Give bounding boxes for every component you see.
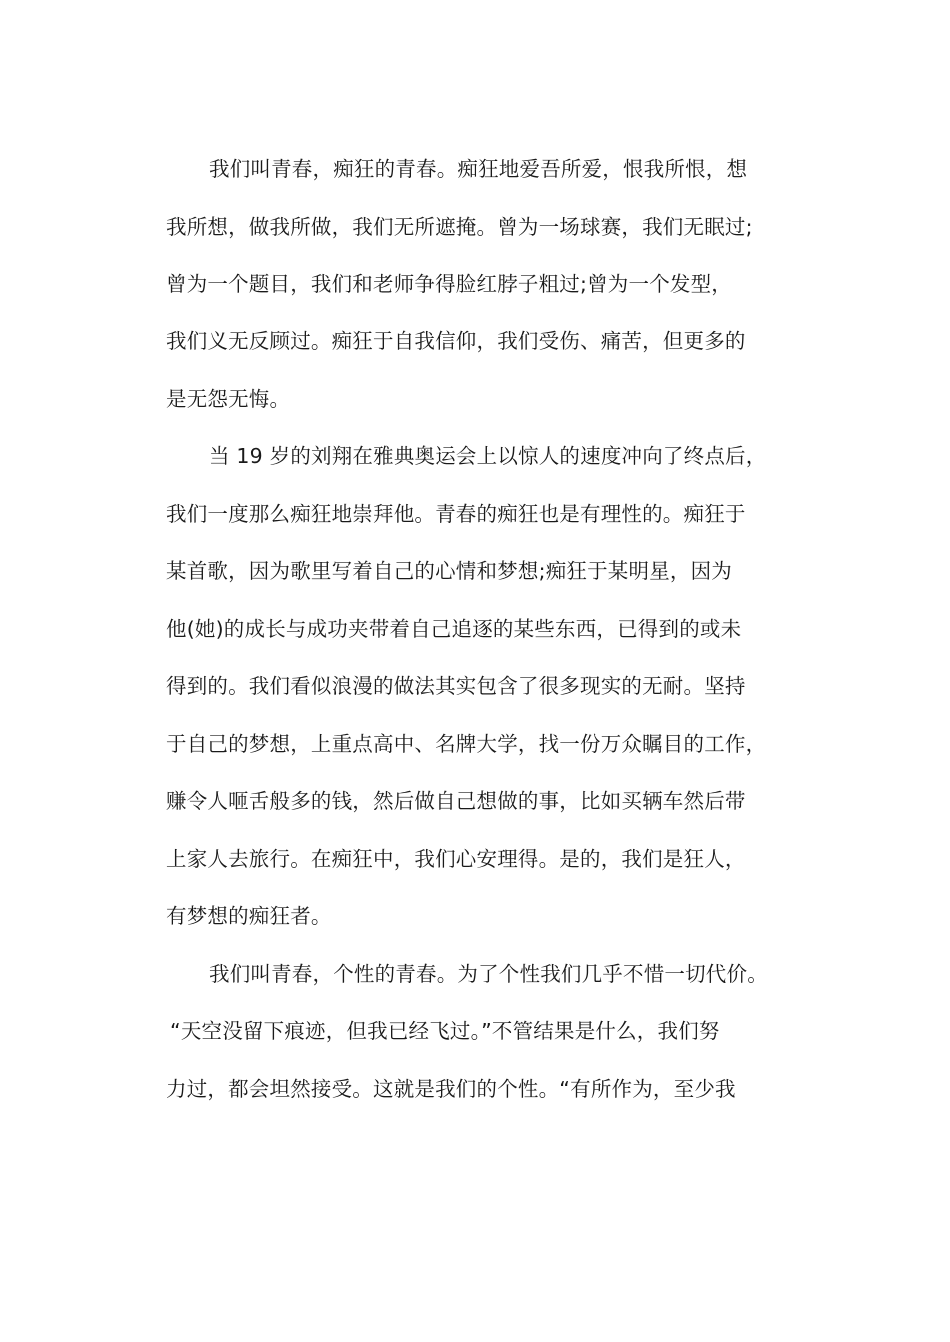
paragraph-3-line-2: “天空没留下痕迹，但我已经飞过。”不管结果是什么，我们努 [170,1019,720,1043]
paragraph-1-line-1: 我们叫青春，痴狂的青春。痴狂地爱吾所爱，恨我所恨，想 [209,157,748,181]
paragraph-1-line-5: 是无怨无悔。 [166,387,291,411]
paragraph-1-line-3: 曾为一个题目，我们和老师争得脸红脖子粗过;曾为一个发型， [166,272,733,296]
paragraph-2-line-6: 于自己的梦想，上重点高中、名牌大学，找一份万众瞩目的工作， [166,732,767,756]
paragraph-3-line-3: 力过，都会坦然接受。这就是我们的个性。“有所作为，至少我 [166,1077,736,1101]
paragraph-2-line-4: 他(她)的成长与成功夹带着自己追逐的某些东西，已得到的或未 [166,617,742,641]
paragraph-2-line-1: 当 19 岁的刘翔在雅典奥运会上以惊人的速度冲向了终点后， [209,444,767,468]
paragraph-3-line-1: 我们叫青春，个性的青春。为了个性我们几乎不惜一切代价。 [209,962,768,986]
paragraph-2-line-8: 上家人去旅行。在痴狂中，我们心安理得。是的，我们是狂人， [166,847,746,871]
paragraph-2-line-3: 某首歌，因为歌里写着自己的心情和梦想;痴狂于某明星，因为 [166,559,733,583]
paragraph-2-line-9: 有梦想的痴狂者。 [166,904,332,928]
paragraph-1-line-4: 我们义无反顾过。痴狂于自我信仰，我们受伤、痛苦，但更多的 [166,329,746,353]
paragraph-2-line-2: 我们一度那么痴狂地崇拜他。青春的痴狂也是有理性的。痴狂于 [166,502,746,526]
paragraph-2-line-5: 得到的。我们看似浪漫的做法其实包含了很多现实的无耐。坚持 [166,674,746,698]
paragraph-1-line-2: 我所想，做我所做，我们无所遮掩。曾为一场球赛，我们无眠过; [166,215,753,239]
paragraph-2-line-7: 赚令人咂舌般多的钱，然后做自己想做的事，比如买辆车然后带 [166,789,746,813]
